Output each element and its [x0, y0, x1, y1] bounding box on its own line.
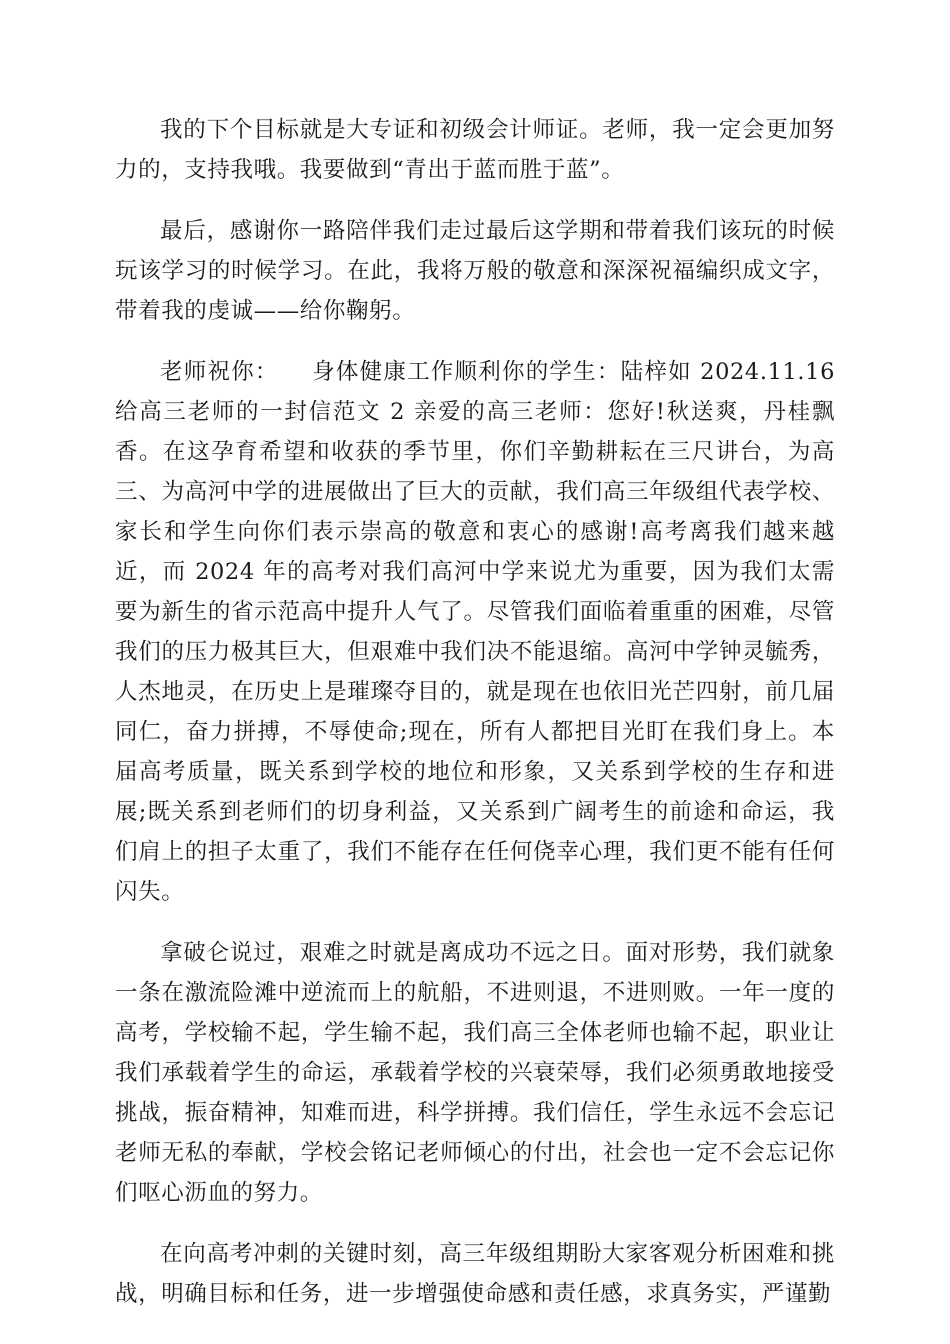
paragraph-sprint: 在向高考冲刺的关键时刻，高三年级组期盼大家客观分析困难和挑战，明确目标和任务，进一步增强使命感和责任感，求真务实，严谨勤 — [115, 1241, 835, 1307]
paragraph-napoleon: 拿破仑说过，艰难之时就是离成功不远之日。面对形势，我们就象一条在激流险滩中逆流而上的航船，不进则退，不进则败。一年一度的高考，学校输不起，学生输不起，我们高三全体老师也输不起，职业让我们承载着学生的命运，承载着学校的兴衰荣辱，我们必须勇敢地接受挑战，振奋精神，知难而进，科学拼搏。我们信任，学生永远不会忘记老师无私的奉献，学校会铭记老师倾心的付出，社会也一定不会忘记你们呕心沥血的努力。 — [115, 940, 835, 1206]
document-body — [115, 110, 843, 1335]
paragraph-thanks: 最后，感谢你一路陪伴我们走过最后这学期和带着我们该玩的时候玩该学习的时候学习。在此，我将万般的敬意和深深祝福编织成文字，带着我的虔诚——给你鞠躬。 — [115, 218, 835, 324]
paragraph-goal: 我的下个目标就是大专证和初级会计师证。老师，我一定会更加努力的，支持我哦。我要做到“青出于蓝而胜于蓝”。 — [115, 117, 835, 183]
paragraph-letter: 老师祝你： 身体健康工作顺利你的学生：陆梓如 2024.11.16 给高三老师的一封信范文 2 亲爱的高三老师：您好!秋送爽，丹桂飘香。在这孕育希望和收获的季节里，你们辛勤耕耘在三尺讲台，为高三、为高河中学的进展做出了巨大的贡献，我们高三年级组代表学校、家长和学生向你们表示崇高的敬意和衷心的感谢!高考离我们越来越近，而 2024 年的高考对我们高河中学来说尤为重要，因为我们太需要为新生的省示范高中提升人气了。尽管我们面临着重重的困难，尽管我们的压力极其巨大，但艰难中我们决不能退缩。高河中学钟灵毓秀，人杰地灵，在历史上是璀璨夺目的，就是现在也依旧光芒四射，前几届同仁，奋力拼搏，不辱使命;现在，所有人都把目光盯在我们身上。本届高考质量，既关系到学校的地位和形象，又关系到学校的生存和进展;既关系到老师们的切身利益，又关系到广阔考生的前途和命运，我们肩上的担子太重了，我们不能存在任何侥幸心理，我们更不能有任何闪失。 — [115, 359, 843, 905]
